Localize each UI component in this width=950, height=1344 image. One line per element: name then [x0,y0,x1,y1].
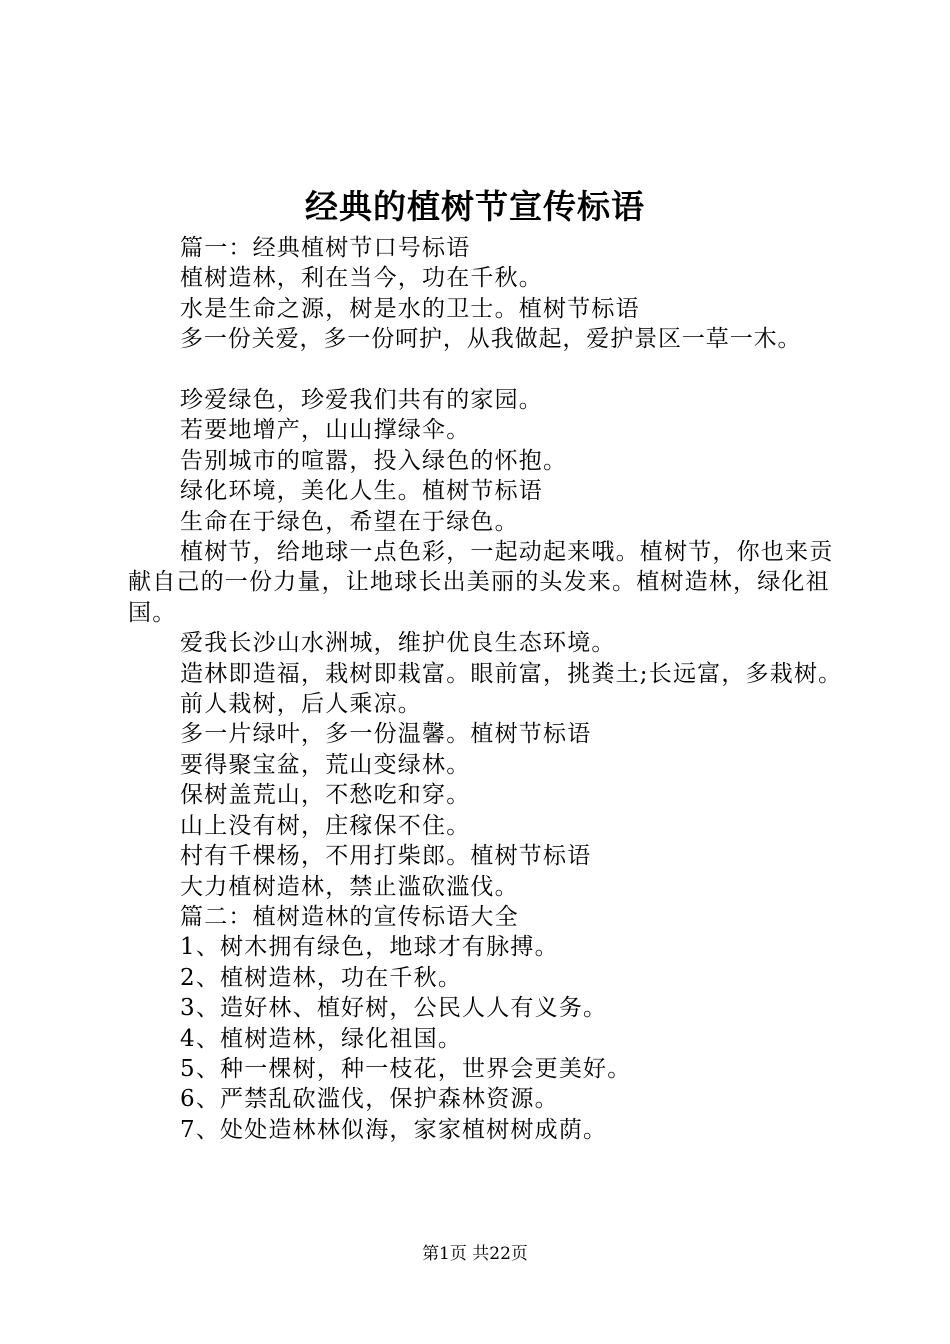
list-item: 3、造好林、植好树，公民人人有义务。 [180,995,608,1022]
paragraph: 告别城市的喧嚣，投入绿色的怀抱。 [180,447,568,474]
paragraph: 篇一：经典植树节口号标语 [180,235,471,261]
paragraph: 植树造林，利在当今，功在千秋。 [180,265,543,292]
list-item: 5、种一棵树，种一枝花，世界会更美好。 [180,1055,632,1082]
document-title: 经典的植树节宣传标语 [305,187,645,226]
paragraph: 大力植树造林，禁止滥砍滥伐。 [180,873,519,900]
paragraph: 保树盖荒山，不愁吃和穿。 [180,782,471,809]
section-heading: 篇二：植树造林的宣传标语大全 [180,903,519,930]
paragraph: 前人栽树，后人乘凉。 [180,691,422,718]
paragraph: 爱我长沙山水洲城，维护优良生态环境。 [180,630,616,657]
paragraph: 绿化环境，美化人生。植树节标语 [180,478,543,505]
list-item: 1、树木拥有绿色，地球才有脉搏。 [180,934,559,961]
paragraph: 若要地增产，山山撑绿伞。 [180,417,471,444]
paragraph: 水是生命之源，树是水的卫士。植树节标语 [180,295,640,322]
paragraph: 山上没有树，庄稼保不住。 [180,812,471,839]
paragraph: 要得聚宝盆，荒山变绿林。 [180,751,471,778]
page-footer: 第1页 共22页 [422,1244,528,1264]
list-item: 6、严禁乱砍滥伐，保护森林资源。 [180,1086,559,1113]
blank-line [128,355,848,385]
paragraph: 多一份关爱，多一份呵护，从我做起，爱护景区一草一木。 [180,326,802,353]
list-item: 2、植树造林，功在千秋。 [180,964,463,991]
paragraph: 造林即造福，栽树即栽富。眼前富，挑粪土;长远富，多栽树。 [180,660,843,687]
document-body [128,233,848,1145]
paragraph: 生命在于绿色，希望在于绿色。 [180,508,519,535]
list-item: 4、植树造林，绿化祖国。 [180,1025,463,1052]
paragraph: 多一片绿叶，多一份温馨。植树节标语 [180,721,592,748]
paragraph: 植树节，给地球一点色彩，一起动起来哦。植树节，你也来贡献自己的一份力量，让地球长出美丽的头发来。植树造林，绿化祖国。 [128,539,834,626]
paragraph: 珍爱绿色，珍爱我们共有的家园。 [180,387,543,414]
paragraph: 村有千棵杨，不用打柴郎。植树节标语 [180,843,592,870]
list-item: 7、处处造林林似海，家家植树树成荫。 [180,1116,608,1143]
